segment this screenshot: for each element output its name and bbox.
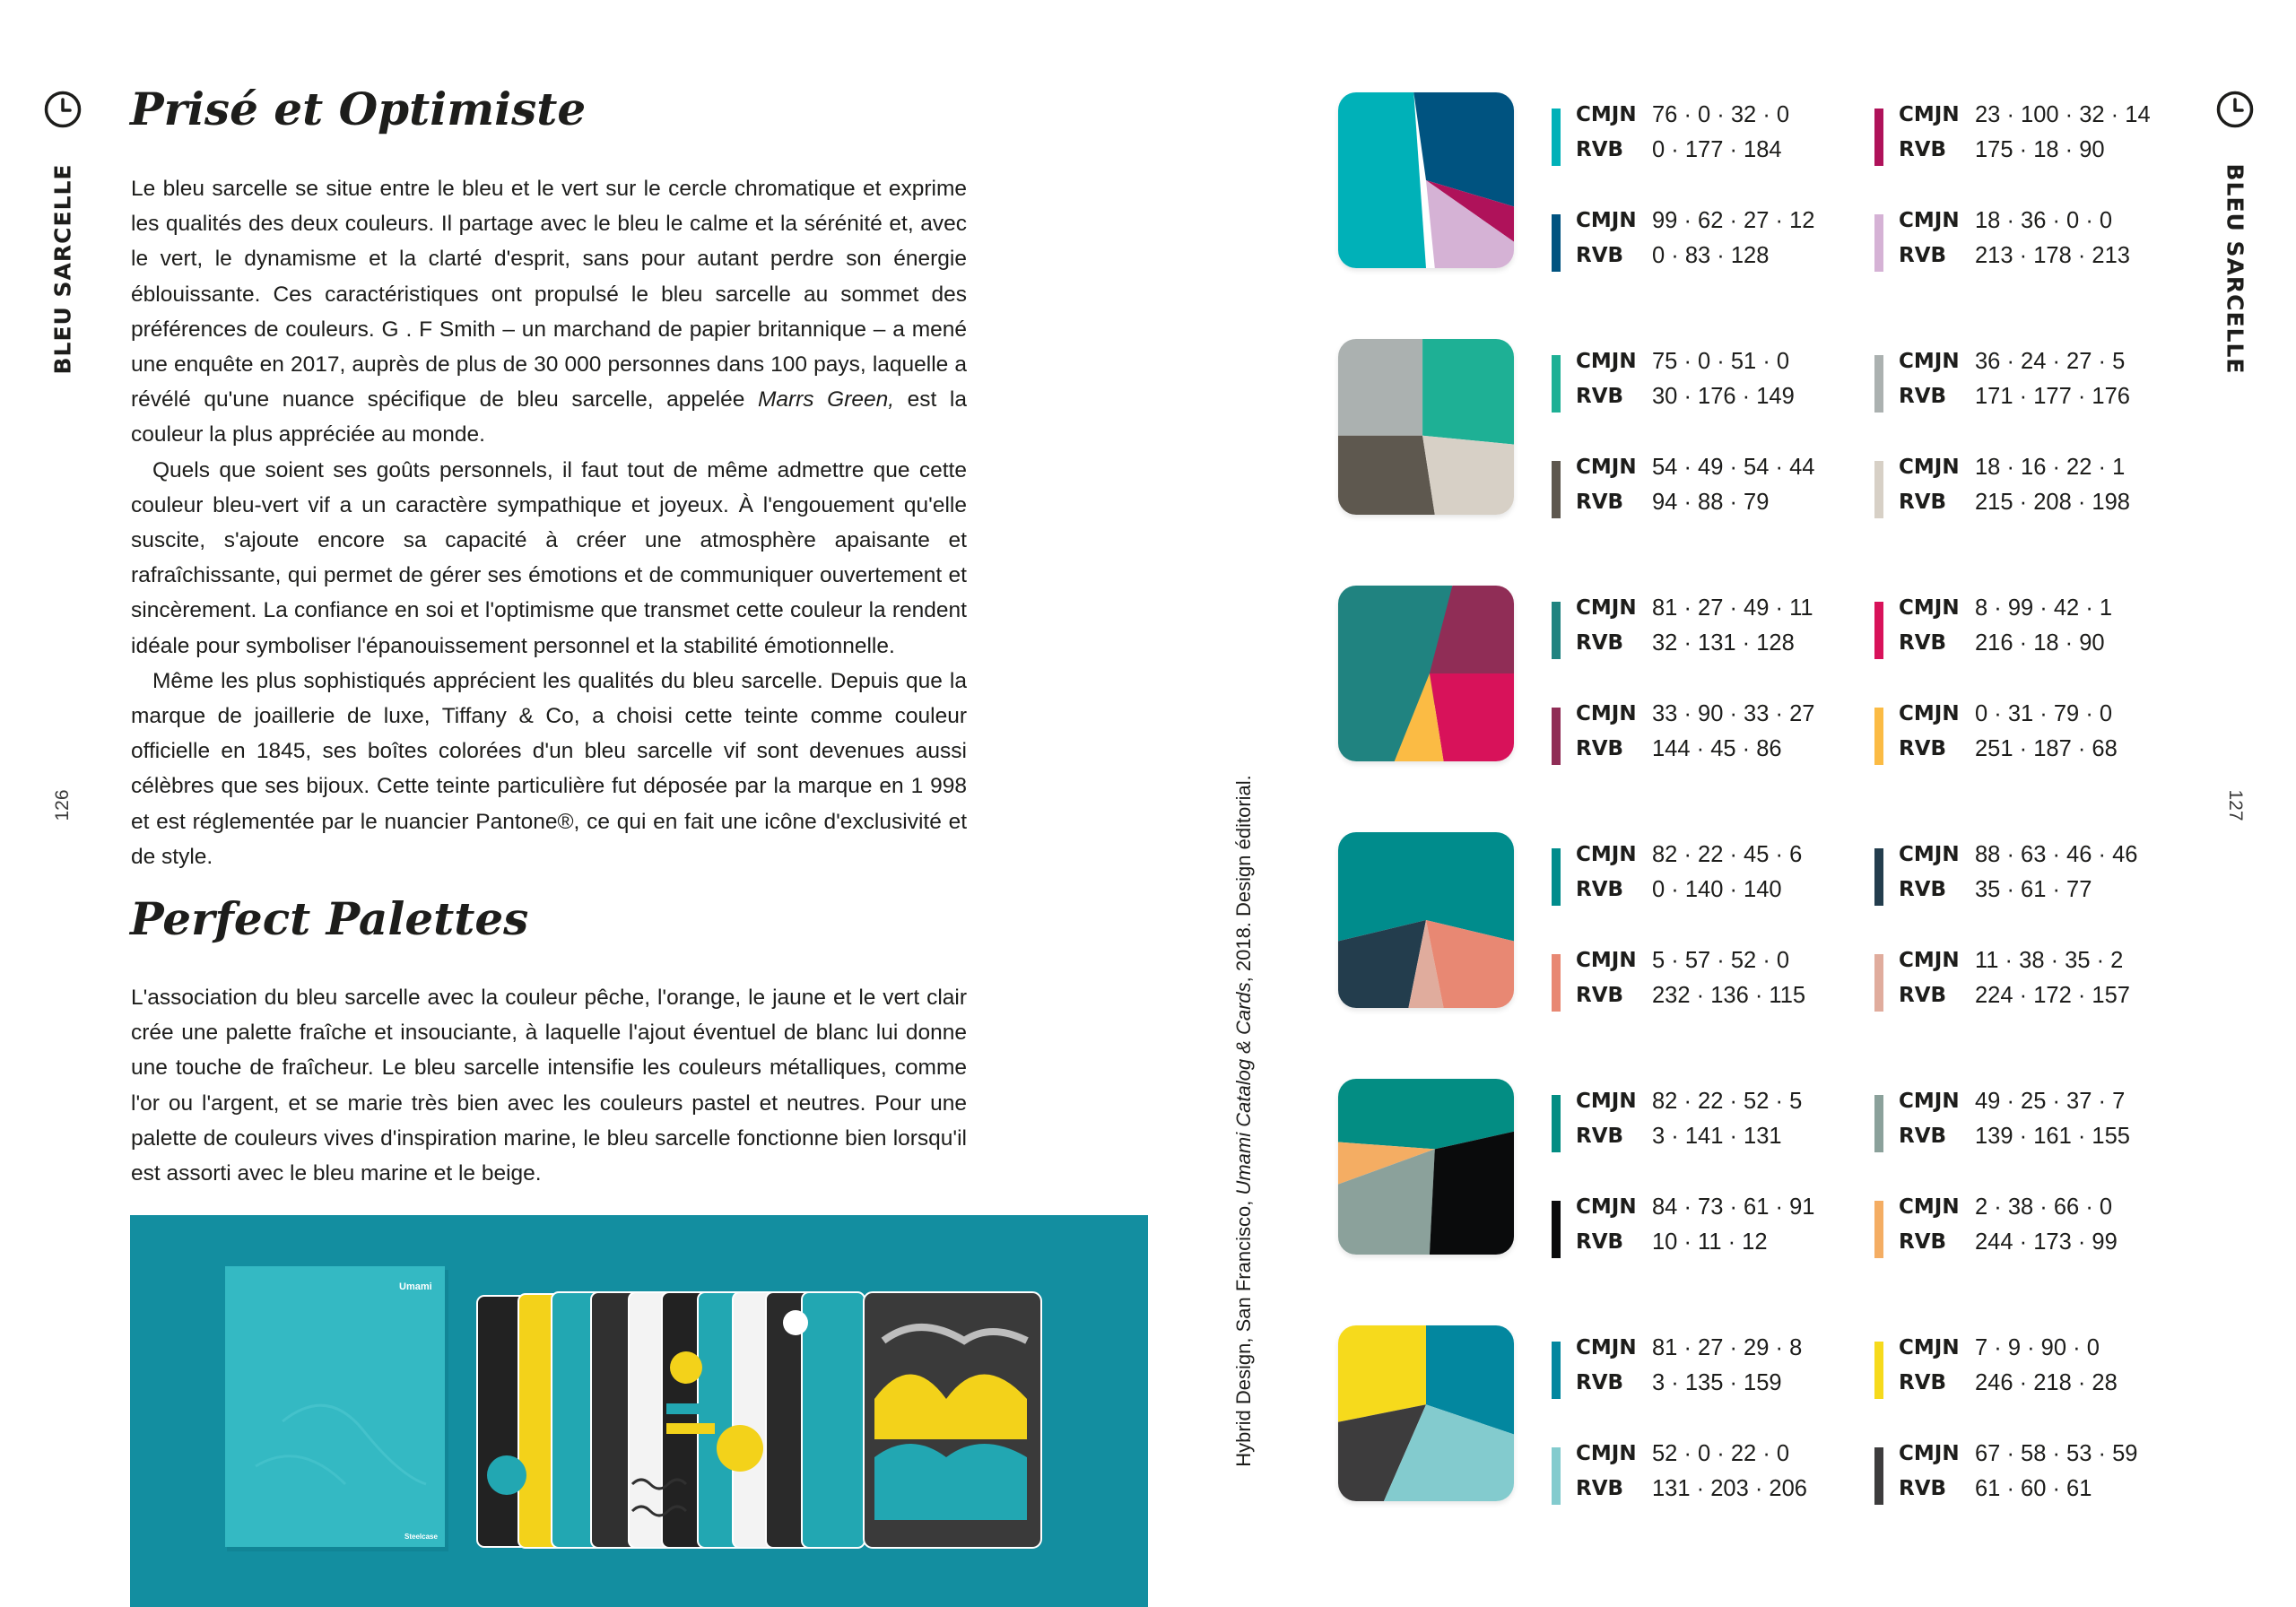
section-label-left: BLEU SARCELLE bbox=[49, 163, 76, 375]
swatch-segment bbox=[1422, 436, 1514, 515]
cmyk-label: CMJN bbox=[1899, 209, 1960, 232]
rgb-values: 30 · 176 · 149 bbox=[1652, 384, 1795, 409]
cmyk-values: 67 · 58 · 53 · 59 bbox=[1975, 1441, 2138, 1466]
rgb-values: 216 · 18 · 90 bbox=[1975, 630, 2105, 656]
cmyk-label: CMJN bbox=[1899, 596, 1960, 620]
rgb-values: 215 · 208 · 198 bbox=[1975, 490, 2130, 515]
rgb-values: 35 · 61 · 77 bbox=[1975, 877, 2092, 902]
cmyk-values: 81 · 27 · 49 · 11 bbox=[1652, 595, 1813, 621]
rgb-label: RVB bbox=[1899, 984, 1947, 1007]
paragraph-1a bbox=[131, 171, 967, 453]
swatch-segment bbox=[1338, 436, 1435, 515]
cmyk-values: 76 · 0 · 32 · 0 bbox=[1652, 102, 1790, 127]
rgb-label: RVB bbox=[1576, 385, 1624, 408]
color-entry bbox=[1552, 208, 1892, 286]
rgb-values: 10 · 11 · 12 bbox=[1652, 1229, 1768, 1255]
cmyk-values: 99 · 62 · 27 · 12 bbox=[1652, 208, 1815, 233]
color-entry bbox=[1874, 948, 2215, 1026]
cmyk-label: CMJN bbox=[1576, 702, 1637, 725]
rgb-values: 213 · 178 · 213 bbox=[1975, 243, 2130, 268]
caption-suffix: , 2018. Design éditorial. bbox=[1232, 775, 1255, 983]
rgb-label: RVB bbox=[1899, 1371, 1947, 1394]
cmyk-label: CMJN bbox=[1576, 350, 1637, 373]
palette-swatch bbox=[1338, 1079, 1514, 1255]
rgb-label: RVB bbox=[1576, 1477, 1624, 1500]
palette-row-4 bbox=[1336, 832, 2197, 1012]
color-entry bbox=[1552, 455, 1892, 533]
palette-swatch bbox=[1338, 92, 1514, 268]
color-entry bbox=[1874, 701, 2215, 779]
cmyk-values: 18 · 36 · 0 · 0 bbox=[1975, 208, 2113, 233]
cmyk-values: 2 · 38 · 66 · 0 bbox=[1975, 1194, 2113, 1220]
cmyk-values: 33 · 90 · 33 · 27 bbox=[1652, 701, 1815, 726]
rgb-values: 0 · 83 · 128 bbox=[1652, 243, 1770, 268]
rgb-values: 139 · 161 · 155 bbox=[1975, 1124, 2130, 1149]
rgb-label: RVB bbox=[1899, 1125, 1947, 1148]
color-entry bbox=[1552, 948, 1892, 1026]
rgb-values: 171 · 177 · 176 bbox=[1975, 384, 2130, 409]
rgb-label: RVB bbox=[1576, 878, 1624, 901]
cmyk-values: 5 · 57 · 52 · 0 bbox=[1652, 948, 1790, 973]
rgb-values: 244 · 173 · 99 bbox=[1975, 1229, 2118, 1255]
rgb-label: RVB bbox=[1899, 1477, 1947, 1500]
cmyk-label: CMJN bbox=[1576, 843, 1637, 866]
color-entry bbox=[1874, 1089, 2215, 1167]
color-entry bbox=[1552, 102, 1892, 180]
rgb-values: 251 · 187 · 68 bbox=[1975, 736, 2118, 761]
cmyk-label: CMJN bbox=[1576, 103, 1637, 126]
page-number-left: 126 bbox=[52, 789, 73, 821]
rgb-label: RVB bbox=[1899, 631, 1947, 655]
color-entry bbox=[1552, 595, 1892, 673]
clock-icon bbox=[2215, 90, 2255, 129]
cmyk-values: 11 · 38 · 35 · 2 bbox=[1975, 948, 2124, 973]
palette-swatch bbox=[1338, 1325, 1514, 1501]
rgb-label: RVB bbox=[1899, 138, 1947, 161]
page-number-right: 127 bbox=[2225, 789, 2246, 821]
paragraph-1c: Même les plus sophistiqués apprécient les qualités du bleu sarcelle. Depuis que la marque de joaillerie de luxe, Tiffany & Co, a choisi cette teinte comme couleur officielle en 1845, ses boîtes colorées d'un bleu sarcelle vif sont devenues aussi célèbres que ses bijoux. Cette teinte particulière fut déposée par la marque en 1 998 et est réglementée par le nuancier Pantone®, ce qui en fait une icône d'exclusivité et de style. bbox=[131, 668, 967, 869]
rgb-label: RVB bbox=[1899, 737, 1947, 760]
cmyk-label: CMJN bbox=[1576, 949, 1637, 972]
rgb-values: 94 · 88 · 79 bbox=[1652, 490, 1770, 515]
rgb-values: 3 · 135 · 159 bbox=[1652, 1370, 1782, 1395]
color-entry bbox=[1552, 1194, 1892, 1273]
color-entry bbox=[1874, 595, 2215, 673]
cmyk-values: 84 · 73 · 61 · 91 bbox=[1652, 1194, 1815, 1220]
palette-swatch bbox=[1338, 586, 1514, 761]
color-entry bbox=[1552, 1089, 1892, 1167]
palette-swatch bbox=[1338, 339, 1514, 515]
swatch-segment bbox=[1422, 339, 1514, 445]
color-entry bbox=[1552, 701, 1892, 779]
palette-row-1 bbox=[1336, 92, 2197, 272]
caption-prefix: Hybrid Design, San Francisco, bbox=[1232, 1194, 1255, 1467]
swatch-segment bbox=[1430, 673, 1514, 761]
swatch-segment bbox=[1430, 1132, 1514, 1255]
rgb-label: RVB bbox=[1576, 1125, 1624, 1148]
rgb-values: 3 · 141 · 131 bbox=[1652, 1124, 1782, 1149]
palette-row-3 bbox=[1336, 586, 2197, 765]
rgb-values: 144 · 45 · 86 bbox=[1652, 736, 1782, 761]
color-entry bbox=[1552, 842, 1892, 920]
cmyk-label: CMJN bbox=[1899, 949, 1960, 972]
color-entry bbox=[1552, 1335, 1892, 1413]
color-entry bbox=[1874, 208, 2215, 286]
color-entry bbox=[1874, 1194, 2215, 1273]
cmyk-label: CMJN bbox=[1899, 843, 1960, 866]
rgb-values: 0 · 177 · 184 bbox=[1652, 137, 1782, 162]
rgb-values: 175 · 18 · 90 bbox=[1975, 137, 2105, 162]
palette-swatch bbox=[1338, 832, 1514, 1008]
swatch-segment bbox=[1338, 92, 1426, 268]
rgb-label: RVB bbox=[1576, 737, 1624, 760]
catalog-cards-illustration bbox=[130, 1215, 1148, 1607]
cmyk-values: 7 · 9 · 90 · 0 bbox=[1975, 1335, 2100, 1360]
paragraph-1a-end: est la couleur la plus appréciée au monde. bbox=[131, 387, 967, 447]
cmyk-label: CMJN bbox=[1576, 209, 1637, 232]
cmyk-label: CMJN bbox=[1576, 596, 1637, 620]
intro-text-block bbox=[131, 171, 967, 874]
catalog-brand-text: Umami bbox=[399, 1281, 432, 1292]
cmyk-label: CMJN bbox=[1899, 350, 1960, 373]
rgb-label: RVB bbox=[1899, 385, 1947, 408]
rgb-values: 232 · 136 · 115 bbox=[1652, 983, 1806, 1008]
cmyk-label: CMJN bbox=[1899, 1090, 1960, 1113]
color-entry bbox=[1552, 1441, 1892, 1519]
cmyk-values: 18 · 16 · 22 · 1 bbox=[1975, 455, 2126, 480]
cmyk-label: CMJN bbox=[1576, 1336, 1637, 1359]
rgb-values: 32 · 131 · 128 bbox=[1652, 630, 1795, 656]
rgb-label: RVB bbox=[1576, 138, 1624, 161]
cmyk-label: CMJN bbox=[1899, 1442, 1960, 1465]
catalog-cards-photo bbox=[130, 1215, 1148, 1607]
card-fan bbox=[477, 1292, 1041, 1548]
paragraph-1a-text: Le bleu sarcelle se situe entre le bleu et le vert sur le cercle chromatique et exprime les qualités des deux couleurs. Il partage avec le bleu le calme et la sérénité et, avec le vert, le dynamisme et la clarté d'esprit, sans pour autant perdre son énergie éblouissante. Ces caractéristiques ont propulsé le bleu sarcelle au sommet des préférences de couleurs. G . F Smith – un marchand de papier britannique – a mené une enquête en 2017, auprès de plus de 30 000 personnes dans 100 pays, laquelle a révélé qu'une nuance spécifique de bleu sarcelle, appelée bbox=[131, 177, 967, 413]
rgb-values: 246 · 218 · 28 bbox=[1975, 1370, 2118, 1395]
cmyk-label: CMJN bbox=[1899, 456, 1960, 479]
section-label-right: BLEU SARCELLE bbox=[2222, 163, 2248, 375]
cmyk-label: CMJN bbox=[1576, 456, 1637, 479]
cmyk-values: 81 · 27 · 29 · 8 bbox=[1652, 1335, 1803, 1360]
cmyk-values: 75 · 0 · 51 · 0 bbox=[1652, 349, 1790, 374]
cmyk-label: CMJN bbox=[1899, 1195, 1960, 1219]
color-entry bbox=[1552, 349, 1892, 427]
cmyk-values: 52 · 0 · 22 · 0 bbox=[1652, 1441, 1790, 1466]
color-entry bbox=[1874, 455, 2215, 533]
palette-row-2 bbox=[1336, 339, 2197, 518]
paragraph-1b: Quels que soient ses goûts personnels, il faut tout de même admettre que cette couleur bleu-vert vif a un caractère sympathique et joyeux. À l'engouement qu'elle suscite, s'ajoute encore sa capacité à créer une atmosphère apaisante et rafraîchissante, qui permet de gérer ses émotions et de communiquer ouvertement et sincèrement. La confiance en soi et l'optimisme que transmet cette couleur la rendent idéale pour symboliser l'épanouissement personnel et la stabilité émotionnelle. bbox=[131, 457, 967, 658]
cmyk-label: CMJN bbox=[1899, 1336, 1960, 1359]
paragraph-2: L'association du bleu sarcelle avec la couleur pêche, l'orange, le jaune et le vert clair crée une palette fraîche et insouciante, à laquelle l'ajout éventuel de blanc lui donne une touche de fraîcheur. Le bleu sarcelle intensifie les couleurs métalliques, comme l'or ou l'argent, et se marie très bien avec les couleurs pastel et neutres. Pour une palette de couleurs vives d'inspiration marine, le bleu sarcelle fonctionne bien lorsqu'il est assorti avec le bleu marine et le beige. bbox=[131, 986, 967, 1186]
color-entry bbox=[1874, 349, 2215, 427]
color-entry bbox=[1874, 1335, 2215, 1413]
palette-row-6 bbox=[1336, 1325, 2197, 1505]
rgb-label: RVB bbox=[1899, 491, 1947, 514]
cmyk-values: 82 · 22 · 45 · 6 bbox=[1652, 842, 1803, 867]
rgb-label: RVB bbox=[1576, 984, 1624, 1007]
heading-prise-et-optimiste: Prisé et Optimiste bbox=[130, 83, 587, 135]
rgb-label: RVB bbox=[1576, 244, 1624, 267]
cmyk-values: 82 · 22 · 52 · 5 bbox=[1652, 1089, 1803, 1114]
cmyk-values: 88 · 63 · 46 · 46 bbox=[1975, 842, 2138, 867]
cmyk-values: 23 · 100 · 32 · 14 bbox=[1975, 102, 2151, 127]
cmyk-values: 54 · 49 · 54 · 44 bbox=[1652, 455, 1815, 480]
color-entry bbox=[1874, 842, 2215, 920]
cmyk-values: 36 · 24 · 27 · 5 bbox=[1975, 349, 2126, 374]
rgb-label: RVB bbox=[1899, 1230, 1947, 1254]
cmyk-label: CMJN bbox=[1576, 1090, 1637, 1113]
rgb-values: 0 · 140 · 140 bbox=[1652, 877, 1782, 902]
rgb-label: RVB bbox=[1576, 1230, 1624, 1254]
rgb-label: RVB bbox=[1576, 491, 1624, 514]
cmyk-label: CMJN bbox=[1576, 1442, 1637, 1465]
rgb-label: RVB bbox=[1899, 244, 1947, 267]
cmyk-label: CMJN bbox=[1576, 1195, 1637, 1219]
marrs-green-italic: Marrs Green, bbox=[757, 387, 895, 413]
caption-title: Umami Catalog & Cards bbox=[1232, 982, 1255, 1195]
catalog-footer-text: Steelcase bbox=[404, 1533, 438, 1541]
palette-row-5 bbox=[1336, 1079, 2197, 1258]
color-entry bbox=[1874, 102, 2215, 180]
photo-caption bbox=[1232, 775, 1256, 1467]
palettes-text-block bbox=[131, 980, 967, 1191]
rgb-values: 61 · 60 · 61 bbox=[1975, 1476, 2092, 1501]
cmyk-values: 8 · 99 · 42 · 1 bbox=[1975, 595, 2113, 621]
heading-perfect-palettes: Perfect Palettes bbox=[130, 892, 529, 945]
cmyk-label: CMJN bbox=[1899, 103, 1960, 126]
color-entry bbox=[1874, 1441, 2215, 1519]
cmyk-label: CMJN bbox=[1899, 702, 1960, 725]
cmyk-values: 49 · 25 · 37 · 7 bbox=[1975, 1089, 2126, 1114]
rgb-label: RVB bbox=[1576, 1371, 1624, 1394]
swatch-segment bbox=[1338, 339, 1422, 436]
rgb-label: RVB bbox=[1899, 878, 1947, 901]
cmyk-values: 0 · 31 · 79 · 0 bbox=[1975, 701, 2113, 726]
clock-icon bbox=[43, 90, 83, 129]
rgb-values: 224 · 172 · 157 bbox=[1975, 983, 2130, 1008]
rgb-values: 131 · 203 · 206 bbox=[1652, 1476, 1807, 1501]
rgb-label: RVB bbox=[1576, 631, 1624, 655]
